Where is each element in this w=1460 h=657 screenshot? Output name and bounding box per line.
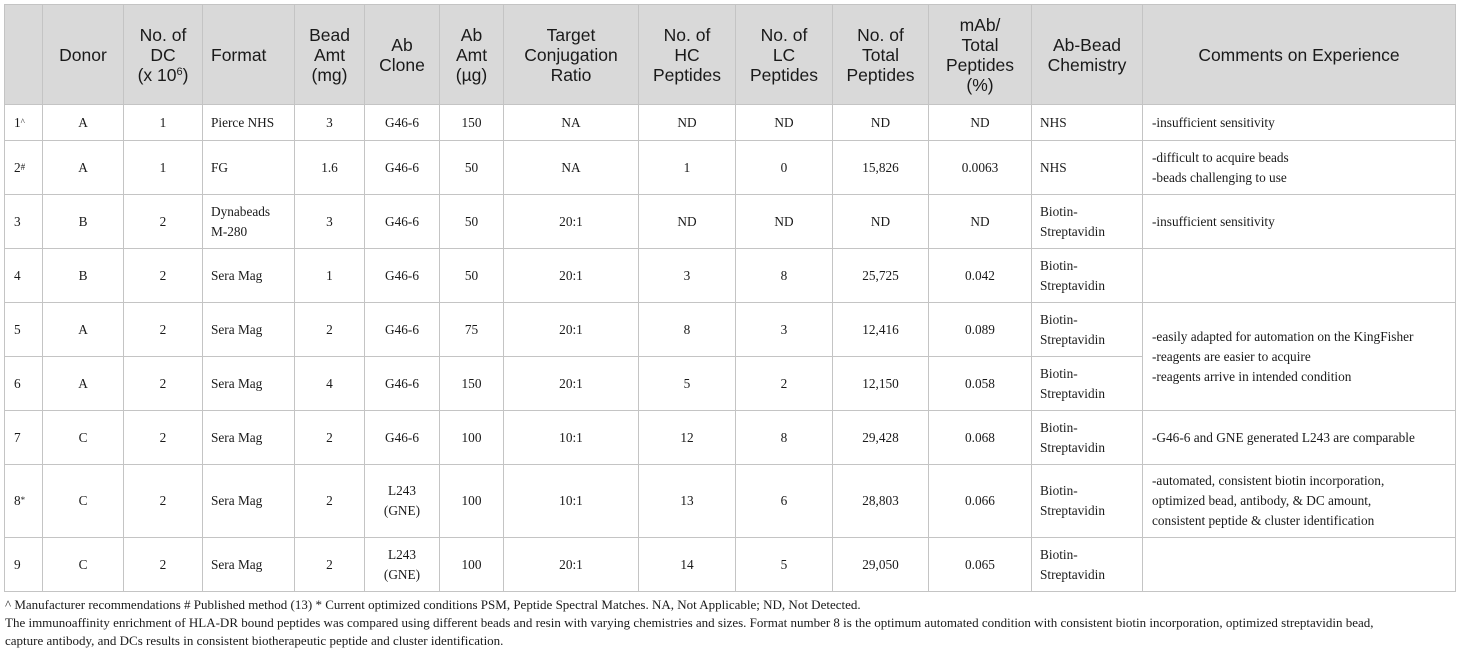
cell-hc: 5 bbox=[639, 357, 736, 411]
comment-line: -reagents are easier to acquire bbox=[1152, 348, 1311, 364]
cell-format bbox=[203, 465, 295, 538]
cell-bead-amt: 2 bbox=[295, 538, 365, 592]
comment-line: -insufficient sensitivity bbox=[1152, 213, 1275, 229]
footnote-legend: ^ Manufacturer recommendations # Published method (13) * Current optimized conditions PSM, Peptide Spectral Matches. NA, Not Applicable; ND, Not Detected. bbox=[5, 597, 861, 612]
cell-total: 12,416 bbox=[833, 303, 929, 357]
cell-comments bbox=[1143, 303, 1456, 411]
chem-line: Streptavidin bbox=[1040, 566, 1105, 582]
chem-line: Biotin- bbox=[1040, 311, 1078, 327]
cell-format bbox=[203, 357, 295, 411]
row-number: 5 bbox=[14, 321, 21, 337]
row-number: 6 bbox=[14, 375, 21, 391]
cell-dc: 2 bbox=[124, 465, 203, 538]
cell-index bbox=[5, 141, 43, 195]
cell-dc: 2 bbox=[124, 411, 203, 465]
cell-clone bbox=[365, 538, 440, 592]
format-line: Sera Mag bbox=[211, 429, 263, 445]
chem-line: NHS bbox=[1040, 159, 1067, 175]
cell-total: 28,803 bbox=[833, 465, 929, 538]
cell-format bbox=[203, 141, 295, 195]
header-dc-l1: No. of bbox=[139, 24, 187, 45]
cell-clone bbox=[365, 249, 440, 303]
header-chem-l1: Ab-Bead bbox=[1052, 34, 1122, 55]
clone-line: L243 bbox=[387, 546, 417, 562]
cell-ab-amt: 100 bbox=[440, 411, 504, 465]
cell-chemistry bbox=[1032, 141, 1143, 195]
header-lc-l1: No. of bbox=[760, 24, 808, 45]
cell-comments bbox=[1143, 538, 1456, 592]
cell-bead-amt: 1.6 bbox=[295, 141, 365, 195]
cell-format bbox=[203, 538, 295, 592]
comment-line: optimized bead, antibody, & DC amount, bbox=[1152, 493, 1372, 508]
header-dc-l3: (x 10 bbox=[137, 64, 177, 85]
header-hc-l3: Peptides bbox=[652, 64, 722, 85]
cell-ratio: 20:1 bbox=[504, 538, 639, 592]
header-target-ratio bbox=[504, 5, 639, 105]
row-number: 4 bbox=[14, 267, 21, 283]
clone-line: G46-6 bbox=[385, 321, 419, 337]
cell-comments bbox=[1143, 249, 1456, 303]
cell-index bbox=[5, 538, 43, 592]
header-hc-l2: HC bbox=[674, 44, 700, 65]
cell-hc: 3 bbox=[639, 249, 736, 303]
chem-line: Streptavidin bbox=[1040, 439, 1105, 455]
header-mab-l3: Peptides bbox=[945, 54, 1015, 75]
format-line: Pierce NHS bbox=[211, 114, 275, 130]
header-lc-peptides bbox=[736, 5, 833, 105]
cell-chemistry bbox=[1032, 357, 1143, 411]
cell-hc: 8 bbox=[639, 303, 736, 357]
chem-line: Streptavidin bbox=[1040, 277, 1105, 293]
header-bead-l2: Amt bbox=[313, 44, 346, 65]
comment-line: -reagents arrive in intended condition bbox=[1152, 368, 1352, 384]
cell-dc: 1 bbox=[124, 141, 203, 195]
cell-total: ND bbox=[833, 105, 929, 141]
cell-bead-amt: 2 bbox=[295, 411, 365, 465]
row-mark: ^ bbox=[20, 116, 25, 127]
chem-line: Streptavidin bbox=[1040, 331, 1105, 347]
chem-line: NHS bbox=[1040, 114, 1067, 130]
clone-line: (GNE) bbox=[383, 503, 421, 518]
cell-chemistry bbox=[1032, 303, 1143, 357]
cell-ab-amt: 50 bbox=[440, 195, 504, 249]
cell-mab: 0.065 bbox=[929, 538, 1032, 592]
header-dc bbox=[124, 5, 203, 105]
cell-donor: C bbox=[43, 465, 124, 538]
table-row bbox=[5, 195, 1456, 249]
cell-lc: ND bbox=[736, 195, 833, 249]
cell-ratio: NA bbox=[504, 105, 639, 141]
header-abamt-l1: Ab bbox=[460, 24, 483, 45]
header-ab-clone bbox=[365, 5, 440, 105]
cell-index bbox=[5, 195, 43, 249]
cell-format bbox=[203, 303, 295, 357]
cell-chemistry bbox=[1032, 195, 1143, 249]
row-number: 9 bbox=[14, 556, 21, 572]
cell-dc: 2 bbox=[124, 538, 203, 592]
cell-ab-amt: 150 bbox=[440, 105, 504, 141]
cell-dc: 2 bbox=[124, 195, 203, 249]
cell-lc: ND bbox=[736, 105, 833, 141]
cell-index bbox=[5, 465, 43, 538]
comment-line: -insufficient sensitivity bbox=[1152, 114, 1275, 130]
header-row bbox=[5, 5, 1456, 105]
table-row bbox=[5, 538, 1456, 592]
cell-hc: 1 bbox=[639, 141, 736, 195]
header-lc-l2: LC bbox=[772, 44, 796, 65]
footnote-caption-1: The immunoaffinity enrichment of HLA-DR bound peptides was compared using different beads and resin with varying chemistries and sizes. Format number 8 is the optimum automated condition with consistent biotin incorporation, optimized streptavidin bead, bbox=[5, 615, 1374, 630]
table-row bbox=[5, 411, 1456, 465]
comment-line: -automated, consistent biotin incorporation, bbox=[1152, 473, 1385, 488]
cell-clone bbox=[365, 195, 440, 249]
cell-clone bbox=[365, 105, 440, 141]
cell-mab: ND bbox=[929, 195, 1032, 249]
footnote-caption-2: capture antibody, and DCs results in consistent biotherapeutic peptide and cluster identification. bbox=[5, 633, 504, 648]
row-number: 3 bbox=[14, 213, 21, 229]
cell-ab-amt: 150 bbox=[440, 357, 504, 411]
cell-total: 25,725 bbox=[833, 249, 929, 303]
cell-lc: 5 bbox=[736, 538, 833, 592]
cell-dc: 1 bbox=[124, 105, 203, 141]
header-bead-l3: (mg) bbox=[311, 64, 348, 85]
header-mab-l2: Total bbox=[961, 34, 999, 55]
cell-format bbox=[203, 105, 295, 141]
row-mark: * bbox=[20, 495, 26, 505]
table-row bbox=[5, 141, 1456, 195]
clone-line: G46-6 bbox=[385, 114, 419, 130]
comment-line: -easily adapted for automation on the KingFisher bbox=[1152, 328, 1414, 344]
cell-ab-amt: 50 bbox=[440, 249, 504, 303]
row-mark: # bbox=[20, 161, 26, 172]
cell-donor: C bbox=[43, 538, 124, 592]
format-line: FG bbox=[211, 159, 228, 175]
cell-bead-amt: 1 bbox=[295, 249, 365, 303]
cell-chemistry bbox=[1032, 465, 1143, 538]
header-chemistry bbox=[1032, 5, 1143, 105]
cell-format bbox=[203, 195, 295, 249]
header-chem-l2: Chemistry bbox=[1047, 54, 1127, 75]
cell-hc: ND bbox=[639, 105, 736, 141]
cell-total: 12,150 bbox=[833, 357, 929, 411]
cell-chemistry bbox=[1032, 538, 1143, 592]
row-number: 7 bbox=[14, 429, 21, 445]
cell-index bbox=[5, 303, 43, 357]
table-row bbox=[5, 303, 1456, 357]
chem-line: Biotin- bbox=[1040, 257, 1078, 273]
cell-clone bbox=[365, 303, 440, 357]
header-dc-exp: 6 bbox=[176, 65, 183, 78]
format-line: Sera Mag bbox=[211, 375, 263, 391]
clone-line: G46-6 bbox=[385, 159, 419, 175]
cell-ratio: 20:1 bbox=[504, 195, 639, 249]
cell-mab: ND bbox=[929, 105, 1032, 141]
cell-chemistry bbox=[1032, 411, 1143, 465]
table-footnotes bbox=[4, 596, 1456, 650]
cell-mab: 0.0063 bbox=[929, 141, 1032, 195]
chem-line: Streptavidin bbox=[1040, 503, 1105, 518]
header-mab-l4: (%) bbox=[966, 74, 994, 95]
format-line: Sera Mag bbox=[211, 321, 263, 337]
header-total-l2: Total bbox=[862, 44, 899, 65]
table-row bbox=[5, 105, 1456, 141]
header-total-l1: No. of bbox=[857, 24, 904, 45]
cell-dc: 2 bbox=[124, 249, 203, 303]
clone-line: G46-6 bbox=[385, 213, 419, 229]
cell-lc: 8 bbox=[736, 249, 833, 303]
clone-line: L243 bbox=[387, 483, 417, 498]
cell-comments bbox=[1143, 411, 1456, 465]
cell-clone bbox=[365, 357, 440, 411]
cell-index bbox=[5, 411, 43, 465]
cell-format bbox=[203, 249, 295, 303]
clone-line: (GNE) bbox=[383, 566, 421, 582]
cell-mab: 0.058 bbox=[929, 357, 1032, 411]
header-clone-l2: Clone bbox=[379, 54, 425, 75]
cell-chemistry bbox=[1032, 105, 1143, 141]
header-abamt-l3: (µg) bbox=[455, 64, 488, 85]
format-line: Sera Mag bbox=[211, 493, 263, 508]
chem-line: Streptavidin bbox=[1040, 385, 1105, 401]
cell-ratio: NA bbox=[504, 141, 639, 195]
row-number: 1 bbox=[14, 114, 21, 130]
cell-index bbox=[5, 105, 43, 141]
header-clone-l1: Ab bbox=[391, 34, 413, 55]
cell-ratio: 20:1 bbox=[504, 303, 639, 357]
cell-format bbox=[203, 411, 295, 465]
header-hc-peptides bbox=[639, 5, 736, 105]
cell-comments bbox=[1143, 141, 1456, 195]
header-total-l3: Peptides bbox=[846, 64, 915, 85]
header-index bbox=[5, 5, 43, 105]
comment-line: -G46-6 and GNE generated L243 are comparable bbox=[1152, 429, 1415, 445]
cell-clone bbox=[365, 465, 440, 538]
cell-donor: C bbox=[43, 411, 124, 465]
row-number: 2 bbox=[14, 159, 21, 175]
cell-clone bbox=[365, 141, 440, 195]
header-total-peptides bbox=[833, 5, 929, 105]
cell-ratio: 10:1 bbox=[504, 411, 639, 465]
cell-ab-amt: 75 bbox=[440, 303, 504, 357]
cell-total: 15,826 bbox=[833, 141, 929, 195]
header-lc-l3: Peptides bbox=[749, 64, 819, 85]
comment-line: consistent peptide & cluster identification bbox=[1152, 513, 1375, 528]
cell-lc: 8 bbox=[736, 411, 833, 465]
header-comments: Comments on Experience bbox=[1143, 5, 1456, 105]
cell-mab: 0.042 bbox=[929, 249, 1032, 303]
cell-ab-amt: 50 bbox=[440, 141, 504, 195]
cell-comments bbox=[1143, 105, 1456, 141]
cell-mab: 0.089 bbox=[929, 303, 1032, 357]
cell-comments bbox=[1143, 195, 1456, 249]
cell-lc: 3 bbox=[736, 303, 833, 357]
table-container bbox=[4, 4, 1456, 650]
header-abamt-l2: Amt bbox=[455, 44, 488, 65]
cell-chemistry bbox=[1032, 249, 1143, 303]
header-dc-l3b: ) bbox=[182, 64, 189, 85]
header-target-l2: Conjugation bbox=[524, 44, 618, 65]
cell-ab-amt: 100 bbox=[440, 538, 504, 592]
clone-line: G46-6 bbox=[385, 429, 419, 445]
table-row bbox=[5, 465, 1456, 538]
cell-lc: 6 bbox=[736, 465, 833, 538]
cell-total: 29,050 bbox=[833, 538, 929, 592]
header-mab-l1: mAb/ bbox=[959, 14, 1001, 35]
table-row bbox=[5, 249, 1456, 303]
format-line: Sera Mag bbox=[211, 267, 263, 283]
cell-ab-amt: 100 bbox=[440, 465, 504, 538]
header-format: Format bbox=[203, 5, 295, 105]
clone-line: G46-6 bbox=[385, 375, 419, 391]
cell-ratio: 10:1 bbox=[504, 465, 639, 538]
cell-index bbox=[5, 249, 43, 303]
cell-bead-amt: 2 bbox=[295, 303, 365, 357]
cell-donor: B bbox=[43, 195, 124, 249]
comment-line: -beads challenging to use bbox=[1152, 169, 1287, 185]
cell-donor: A bbox=[43, 357, 124, 411]
chem-line: Biotin- bbox=[1040, 203, 1078, 219]
cell-bead-amt: 4 bbox=[295, 357, 365, 411]
header-target-l3: Ratio bbox=[550, 64, 592, 85]
cell-donor: A bbox=[43, 141, 124, 195]
cell-hc: ND bbox=[639, 195, 736, 249]
header-donor: Donor bbox=[43, 5, 124, 105]
cell-hc: 14 bbox=[639, 538, 736, 592]
chem-line: Biotin- bbox=[1040, 483, 1078, 498]
header-ab-amt bbox=[440, 5, 504, 105]
cell-hc: 13 bbox=[639, 465, 736, 538]
format-line: Sera Mag bbox=[211, 556, 263, 572]
results-table bbox=[4, 4, 1456, 592]
cell-ratio: 20:1 bbox=[504, 357, 639, 411]
header-hc-l1: No. of bbox=[663, 24, 711, 45]
cell-mab: 0.066 bbox=[929, 465, 1032, 538]
header-target-l1: Target bbox=[546, 24, 596, 45]
clone-line: G46-6 bbox=[385, 267, 419, 283]
cell-donor: B bbox=[43, 249, 124, 303]
cell-dc: 2 bbox=[124, 303, 203, 357]
format-line: M-280 bbox=[211, 223, 248, 239]
comment-line: -difficult to acquire beads bbox=[1152, 149, 1289, 165]
cell-hc: 12 bbox=[639, 411, 736, 465]
cell-donor: A bbox=[43, 105, 124, 141]
cell-index bbox=[5, 357, 43, 411]
row-number: 8 bbox=[14, 493, 21, 508]
header-mab-percent bbox=[929, 5, 1032, 105]
header-dc-l2: DC bbox=[150, 44, 176, 65]
cell-donor: A bbox=[43, 303, 124, 357]
cell-lc: 0 bbox=[736, 141, 833, 195]
cell-total: ND bbox=[833, 195, 929, 249]
chem-line: Biotin- bbox=[1040, 546, 1078, 562]
cell-total: 29,428 bbox=[833, 411, 929, 465]
cell-clone bbox=[365, 411, 440, 465]
cell-bead-amt: 3 bbox=[295, 105, 365, 141]
chem-line: Biotin- bbox=[1040, 419, 1078, 435]
header-bead-l1: Bead bbox=[309, 24, 350, 45]
cell-dc: 2 bbox=[124, 357, 203, 411]
cell-bead-amt: 3 bbox=[295, 195, 365, 249]
chem-line: Biotin- bbox=[1040, 365, 1078, 381]
cell-lc: 2 bbox=[736, 357, 833, 411]
header-bead-amt bbox=[295, 5, 365, 105]
cell-bead-amt: 2 bbox=[295, 465, 365, 538]
cell-mab: 0.068 bbox=[929, 411, 1032, 465]
chem-line: Streptavidin bbox=[1040, 223, 1105, 239]
format-line: Dynabeads bbox=[211, 203, 271, 219]
cell-ratio: 20:1 bbox=[504, 249, 639, 303]
cell-comments bbox=[1143, 465, 1456, 538]
